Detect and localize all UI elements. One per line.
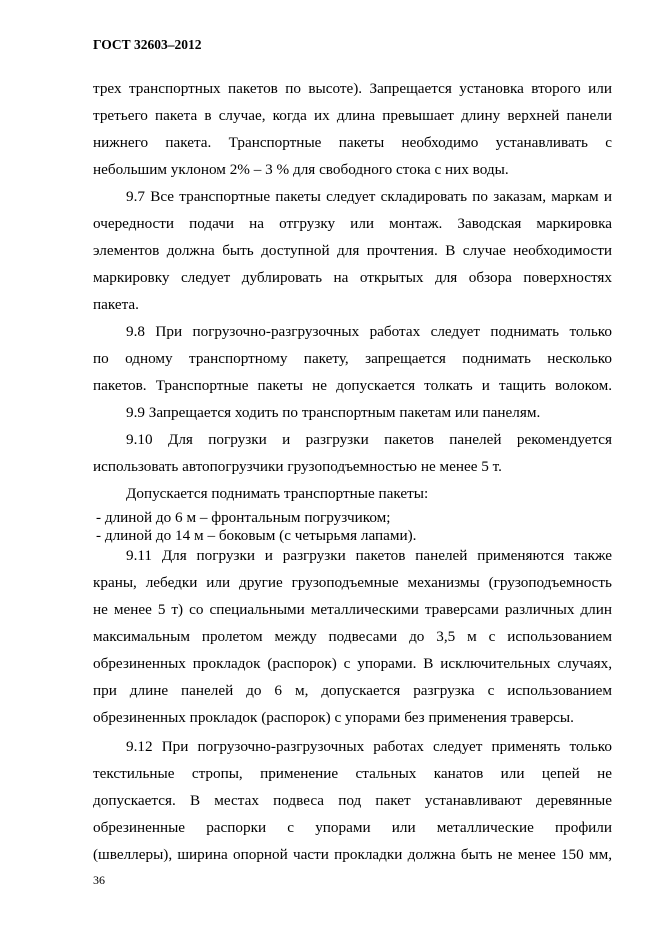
text-line: трех транспортных пакетов по высоте). Запрещается установка второго или xyxy=(93,80,612,97)
text-line: не менее 5 т) со специальными металлическими траверсами различных длин xyxy=(93,601,612,618)
text-line: обрезиненные распорки с упорами или металлические профили xyxy=(93,819,612,836)
text-line: нижнего пакета. Транспортные пакеты необходимо устанавливать с xyxy=(93,134,612,151)
text-line: (швеллеры), ширина опорной части прокладки должна быть не менее 150 мм, xyxy=(93,846,612,863)
text-line: Допускается поднимать транспортные пакеты: xyxy=(126,485,429,502)
paragraph-9-10-start: 9.10 Для погрузки и разгрузки пакетов панелей рекомендуется xyxy=(126,431,612,448)
page-number: 36 xyxy=(93,873,105,887)
text-line: обрезиненных прокладок (распорок) с упорами. В исключительных случаях, xyxy=(93,655,612,672)
text-line: допускается. В местах подвеса под пакет устанавливают деревянные xyxy=(93,792,612,809)
text-line: элементов должна быть доступной для прочтения. В случае необходимости xyxy=(93,242,612,259)
text-line: очередности подачи на отгрузку или монтаж. Заводская маркировка xyxy=(93,215,612,232)
text-line: небольшим уклоном 2% – 3 % для свободного стока с них воды. xyxy=(93,161,509,178)
text-line: максимальным пролетом между подвесами до 3,5 м с использованием xyxy=(93,628,612,645)
text-line: пакетов. Транспортные пакеты не допускается толкать и тащить волоком. xyxy=(93,377,612,394)
text-line: по одному транспортному пакету, запрещается поднимать несколько xyxy=(93,350,612,367)
paragraph-9-12-start: 9.12 При погрузочно-разгрузочных работах следует применять только xyxy=(126,738,612,755)
document-header: ГОСТ 32603–2012 xyxy=(93,37,202,52)
paragraph-9-8-start: 9.8 При погрузочно-разгрузочных работах следует поднимать только xyxy=(126,323,612,340)
text-line: пакета. xyxy=(93,296,139,313)
text-line: при длине панелей до 6 м, допускается разгрузка с использованием xyxy=(93,682,612,699)
text-line: текстильные стропы, применение стальных канатов или цепей не xyxy=(93,765,612,782)
paragraph-9-9: 9.9 Запрещается ходить по транспортным пакетам или панелям. xyxy=(126,404,541,421)
paragraph-9-11-start: 9.11 Для погрузки и разгрузки пакетов панелей применяются также xyxy=(126,547,612,564)
paragraph-9-7-start: 9.7 Все транспортные пакеты следует складировать по заказам, маркам и xyxy=(126,188,612,205)
text-line: обрезиненных прокладок (распорок) с упорами без применения траверсы. xyxy=(93,709,574,726)
list-item: - длиной до 14 м – боковым (с четырьмя лапами). xyxy=(96,527,417,544)
text-line: краны, лебедки или другие грузоподъемные механизмы (грузоподъемность xyxy=(93,574,612,591)
text-line: третьего пакета в случае, когда их длина превышает длину верхней панели xyxy=(93,107,612,124)
text-line: использовать автопогрузчики грузоподъемностью не менее 5 т. xyxy=(93,458,502,475)
text-line: маркировку следует дублировать на открытых для обзора поверхностях xyxy=(93,269,612,286)
list-item: - длиной до 6 м – фронтальным погрузчиком; xyxy=(96,509,391,526)
